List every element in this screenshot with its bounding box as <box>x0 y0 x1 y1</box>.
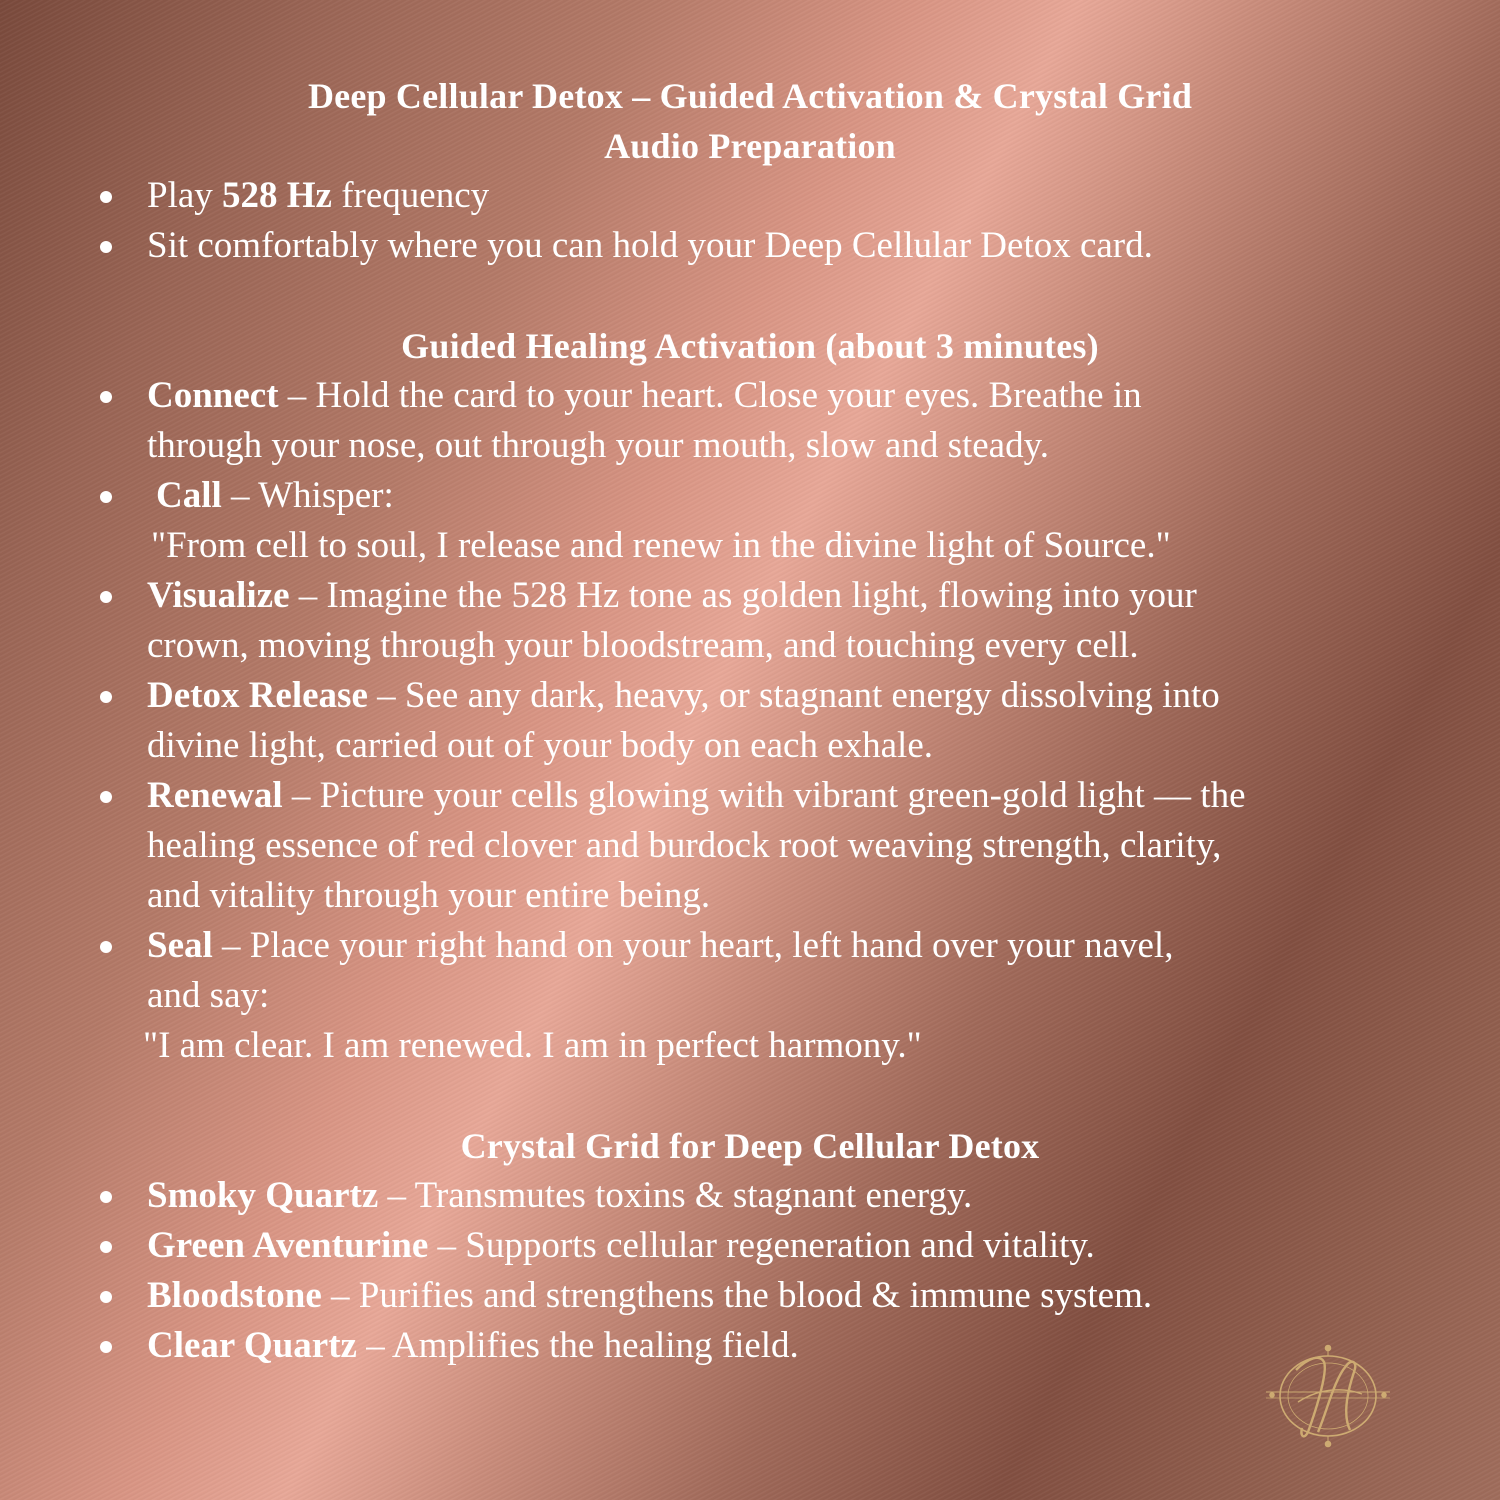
list-item-visualize-cont: crown, moving through your bloodstream, and touching every cell. <box>147 625 1139 666</box>
bullet-dot <box>100 941 112 953</box>
list-item-connect-cont: through your nose, out through your mouth, slow and steady. <box>147 425 1049 466</box>
list-item-seal: Seal – Place your right hand on your heart, left hand over your navel, <box>147 925 1174 966</box>
list-item-renewal-cont: healing essence of red clover and burdock root weaving strength, clarity, <box>147 825 1222 866</box>
list-item-sit-comfortably: Sit comfortably where you can hold your Deep Cellular Detox card. <box>147 225 1153 266</box>
bullet-dot <box>100 391 112 403</box>
audio-preparation-heading: Audio Preparation <box>604 126 896 166</box>
bullet-dot <box>100 1191 112 1203</box>
list-item-renewal-cont2: and vitality through your entire being. <box>147 875 711 916</box>
seal-quote: "I am clear. I am renewed. I am in perfect harmony." <box>143 1025 922 1066</box>
list-item-smoky-quartz: Smoky Quartz – Transmutes toxins & stagnant energy. <box>147 1175 973 1216</box>
list-item-detox-release: Detox Release – See any dark, heavy, or stagnant energy dissolving into <box>147 675 1220 716</box>
bullet-dot <box>100 691 112 703</box>
list-item-clear-quartz: Clear Quartz – Amplifies the healing field. <box>147 1325 799 1366</box>
bullet-dot <box>100 791 112 803</box>
list-item-detox-release-cont: divine light, carried out of your body on each exhale. <box>147 725 933 766</box>
list-item-renewal: Renewal – Picture your cells glowing with vibrant green-gold light — the <box>147 775 1246 816</box>
list-item-play-frequency: Play 528 Hz frequency <box>147 175 490 216</box>
list-item-visualize: Visualize – Imagine the 528 Hz tone as golden light, flowing into your <box>147 575 1197 616</box>
bullet-dot <box>100 491 112 503</box>
bullet-dot <box>100 1341 112 1353</box>
list-item-connect: Connect – Hold the card to your heart. Close your eyes. Breathe in <box>147 375 1142 416</box>
bullet-dot <box>100 241 112 253</box>
bullet-dot <box>100 191 112 203</box>
bullet-dot <box>100 1291 112 1303</box>
bullet-dot <box>100 1241 112 1253</box>
call-quote: "From cell to soul, I release and renew in the divine light of Source." <box>151 525 1171 566</box>
bullet-dot <box>100 591 112 603</box>
list-item-green-aventurine: Green Aventurine – Supports cellular regeneration and vitality. <box>147 1225 1095 1266</box>
main-title: Deep Cellular Detox – Guided Activation & Crystal Grid <box>307 76 1193 116</box>
crystal-grid-heading: Crystal Grid for Deep Cellular Detox <box>460 1126 1040 1166</box>
list-item-call: Call – Whisper: <box>156 475 394 516</box>
guided-activation-heading: Guided Healing Activation (about 3 minutes) <box>401 326 1099 366</box>
monogram-logo-icon <box>1258 1340 1398 1450</box>
list-item-seal-cont: and say: <box>147 975 270 1016</box>
list-item-bloodstone: Bloodstone – Purifies and strengthens the blood & immune system. <box>147 1275 1153 1316</box>
